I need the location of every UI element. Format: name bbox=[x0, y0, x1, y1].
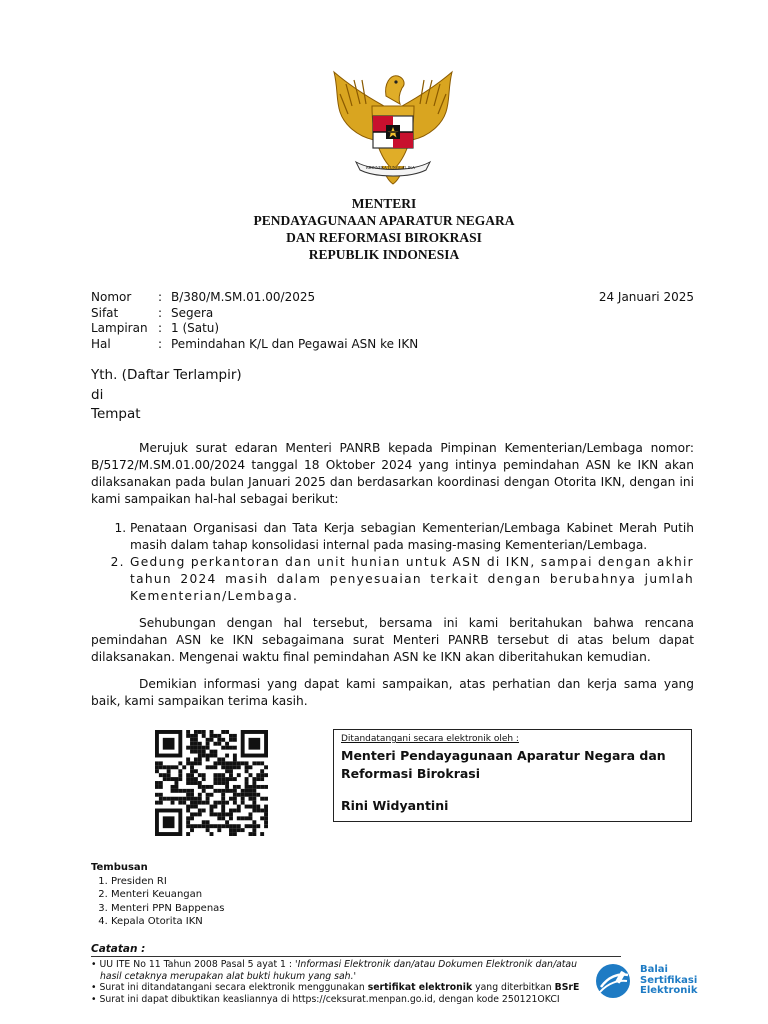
note-3: • Surat ini dapat dibuktikan keasliannya di https://ceksurat.menpan.go.id, dengan kode 250121OKCI bbox=[91, 993, 560, 1005]
address-line-1: Yth. (Daftar Terlampir) bbox=[91, 367, 242, 383]
recipient-address bbox=[91, 366, 242, 425]
note-2-mid: yang diterbitkan bbox=[472, 982, 555, 993]
meta-label: Hal bbox=[91, 336, 111, 351]
letterhead-line-4: REPUBLIK INDONESIA bbox=[308, 247, 460, 262]
note-1-continued: hasil cetaknya merupakan alat bukti hukum yang sah.' bbox=[100, 970, 357, 982]
address-line-3: Tempat bbox=[91, 406, 141, 422]
point-item-1: 1. Penataan Organisasi dan Tata Kerja sebagian Kementerian/Lembaga Kabinet Merah Putih masih dalam tahap konsolidasi internal pada masing-masing Kementerian/Lembaga. bbox=[130, 520, 694, 554]
meta-row-hal bbox=[91, 337, 418, 353]
meta-row-sifat bbox=[91, 306, 418, 322]
letterhead-line-1: MENTERI bbox=[351, 196, 417, 211]
points-list bbox=[91, 520, 694, 605]
meta-value: 1 (Satu) bbox=[171, 321, 220, 335]
letterhead bbox=[0, 195, 768, 263]
catatan-divider bbox=[91, 956, 621, 957]
note-1 bbox=[91, 959, 611, 971]
note-2-bold-2: BSrE bbox=[554, 982, 580, 993]
signatory-role bbox=[341, 747, 684, 783]
letterhead-line-2: PENDAYAGUNAAN APARATUR NEGARA bbox=[253, 213, 515, 228]
signatory-role-line-1: Menteri Pendayagunaan Aparatur Negara dan bbox=[341, 748, 666, 763]
note-2-prefix: • Surat ini ditandatangani secara elektronik menggunakan bbox=[91, 982, 368, 993]
tembusan-section bbox=[91, 861, 225, 929]
tembusan-item: 2. Menteri Keuangan bbox=[111, 888, 225, 902]
meta-label: Nomor bbox=[91, 290, 132, 304]
note-1-italic: Informasi Elektronik dan/atau Dokumen Elektronik dan/atau bbox=[297, 959, 578, 970]
meta-colon: : bbox=[158, 290, 163, 304]
tembusan-title: Tembusan bbox=[91, 862, 148, 873]
meta-colon: : bbox=[158, 336, 163, 351]
signature-box bbox=[333, 729, 692, 822]
bsre-line-2: Sertifikasi bbox=[640, 974, 698, 986]
meta-row-nomor bbox=[91, 290, 418, 306]
point-item-2: 2. Gedung perkantoran dan unit hunian untuk ASN di IKN, sampai dengan akhir tahun 2024 masih dalam penyesuaian terkait dengan berubahnya jumlah Kementerian/Lembaga. bbox=[130, 554, 694, 605]
signatory-role-line-2: Reformasi Birokrasi bbox=[341, 766, 481, 781]
garuda-pancasila-emblem bbox=[326, 66, 460, 194]
address-line-2: di bbox=[91, 386, 104, 403]
catatan-notes bbox=[91, 959, 611, 1005]
catatan-title: Catatan : bbox=[91, 943, 146, 955]
note-2 bbox=[91, 982, 611, 994]
body-paragraph-3: Demikian informasi yang dapat kami sampaikan, atas perhatian dan kerja sama yang baik, kami sampaikan terima kasih. bbox=[91, 677, 694, 708]
meta-label: Sifat bbox=[91, 305, 119, 320]
signature-caption: Ditandatangani secara elektronik oleh : bbox=[341, 734, 519, 744]
signatory-name: Rini Widyantini bbox=[341, 798, 449, 813]
tembusan-item: 4. Kepala Otorita IKN bbox=[111, 915, 225, 929]
qr-code bbox=[155, 730, 268, 836]
bsre-logo-text bbox=[640, 965, 697, 997]
letter-meta bbox=[91, 290, 418, 352]
body-paragraph-2: Sehubungan dengan hal tersebut, bersama ini kami beritahukan bahwa rencana pemindahan ASN ke IKN sebagaimana surat Menteri PANRB tersebut di atas belum dapat dilaksanakan. Mengenai waktu final pemindahan ASN ke IKN akan diberitahukan kemudian. bbox=[91, 616, 694, 664]
meta-colon: : bbox=[158, 305, 163, 320]
bsre-line-1: Balai bbox=[640, 964, 668, 975]
body-paragraph-1: Merujuk surat edaran Menteri PANRB kepada Pimpinan Kementerian/Lembaga nomor: B/5172/M.SM.01.00/2024 tanggal 18 Oktober 2024 yang intinya pemindahan ASN ke IKN akan dilaksanakan pada bulan Januari 2025 dan berdasarkan koordinasi dengan Otorita IKN, dengan ini kami sampaikan hal-hal sebagai berikut: bbox=[91, 441, 694, 506]
note-1-prefix: • UU ITE No 11 Tahun 2008 Pasal 5 ayat 1 : ' bbox=[91, 959, 298, 970]
meta-value: Segera bbox=[171, 305, 214, 320]
tembusan-item: 3. Menteri PPN Bappenas bbox=[111, 902, 225, 916]
meta-value: Pemindahan K/L dan Pegawai ASN ke IKN bbox=[171, 336, 419, 351]
emblem-motto: BHINNEKA TUNGGAL IKA bbox=[366, 165, 415, 170]
tembusan-list bbox=[91, 875, 225, 929]
letterhead-line-3: DAN REFORMASI BIROKRASI bbox=[286, 230, 482, 245]
bsre-line-3: Elektronik bbox=[640, 985, 698, 996]
letter-date: 24 Januari 2025 bbox=[598, 290, 694, 304]
meta-value: B/380/M.SM.01.00/2025 bbox=[171, 290, 316, 304]
tembusan-item: 1. Presiden RI bbox=[111, 875, 225, 889]
meta-colon: : bbox=[158, 321, 163, 335]
note-2-bold: sertifikat elektronik bbox=[367, 982, 473, 993]
meta-row-lampiran bbox=[91, 321, 418, 337]
meta-label: Lampiran bbox=[91, 321, 148, 335]
